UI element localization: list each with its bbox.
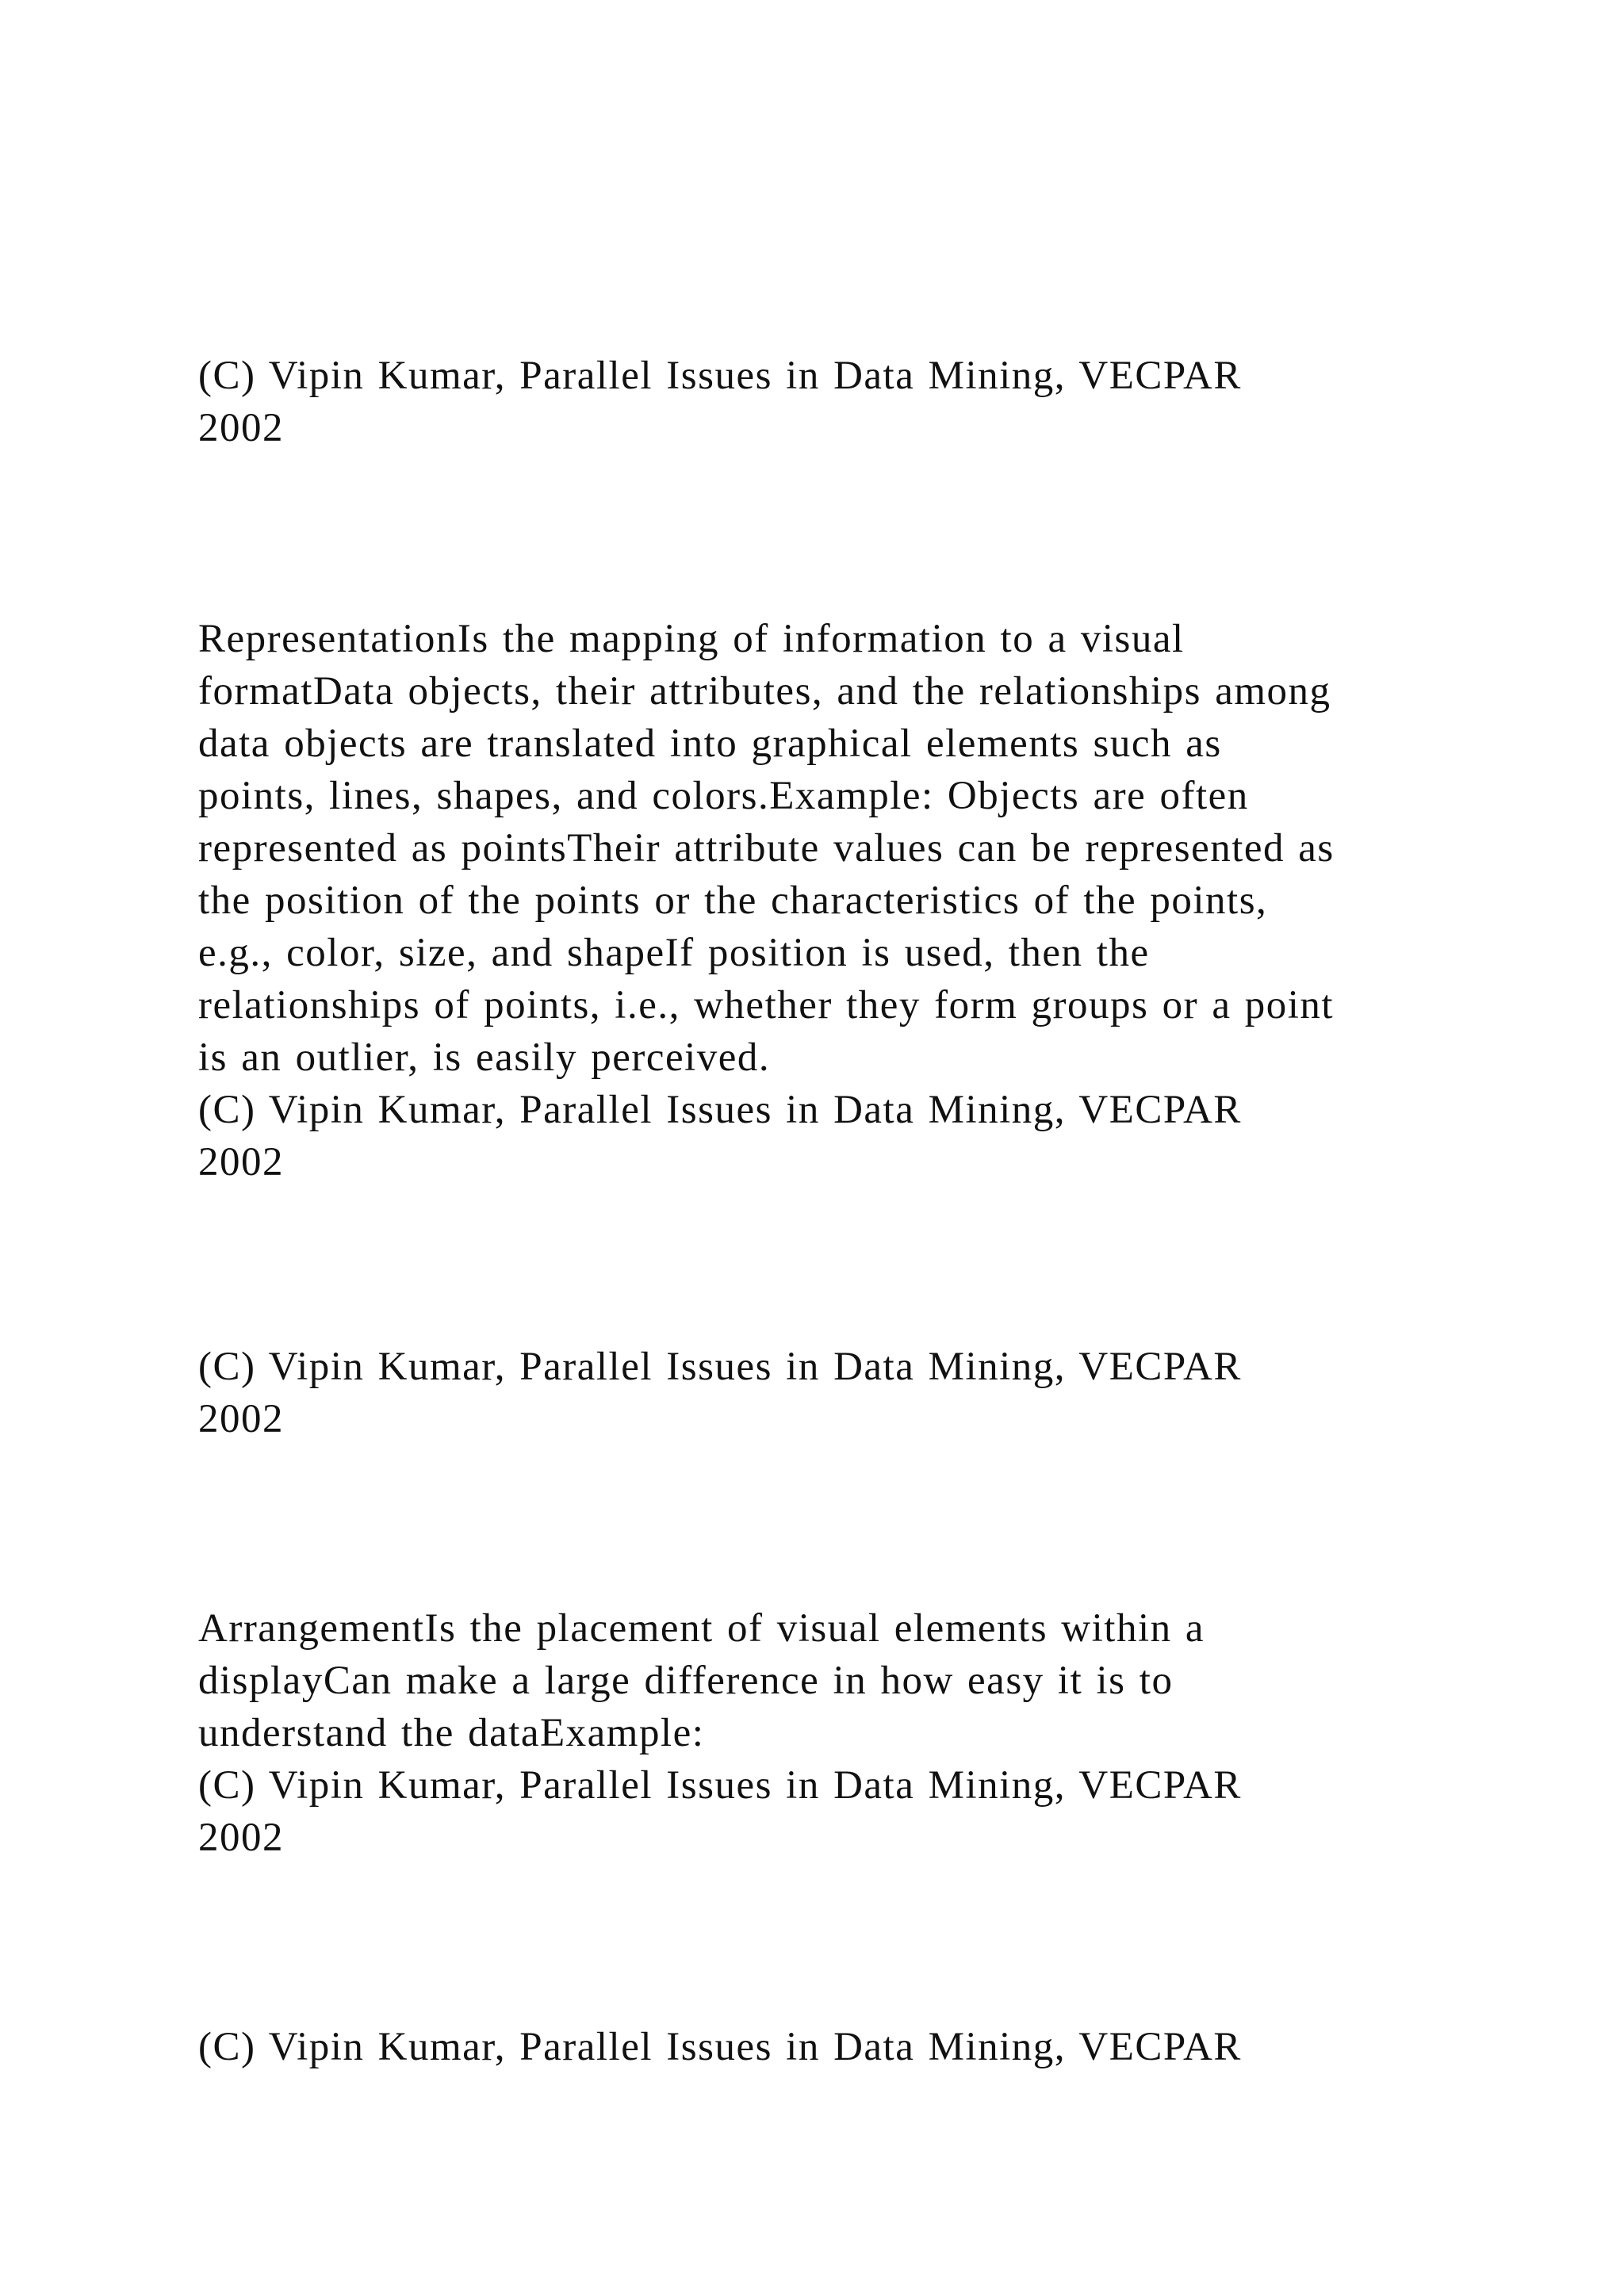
- representation-paragraph: [198, 613, 1467, 1188]
- paragraph-line: RepresentationIs the mapping of information to a visual: [198, 617, 1185, 661]
- citation-year: 2002: [198, 1397, 284, 1441]
- paragraph-line: represented as pointsTheir attribute values can be represented as: [198, 826, 1335, 871]
- paragraph-line: data objects are translated into graphical elements such as: [198, 721, 1222, 766]
- arrangement-paragraph: [198, 1602, 1467, 1864]
- citation-year: 2002: [198, 1816, 284, 1860]
- citation-block: [198, 350, 1467, 454]
- citation-line: (C) Vipin Kumar, Parallel Issues in Data Mining, VECPAR: [198, 354, 1242, 398]
- citation-line: (C) Vipin Kumar, Parallel Issues in Data Mining, VECPAR: [198, 1763, 1242, 1808]
- citation-line: (C) Vipin Kumar, Parallel Issues in Data Mining, VECPAR: [198, 2025, 1242, 2069]
- paragraph-line: understand the dataExample:: [198, 1711, 705, 1755]
- citation-block: [198, 2021, 1467, 2073]
- citation-block: [198, 1341, 1467, 1445]
- citation-year: 2002: [198, 1140, 284, 1184]
- citation-year: 2002: [198, 406, 284, 450]
- citation-line: (C) Vipin Kumar, Parallel Issues in Data Mining, VECPAR: [198, 1088, 1242, 1132]
- paragraph-line: relationships of points, i.e., whether they form groups or a point: [198, 983, 1335, 1027]
- citation-line: (C) Vipin Kumar, Parallel Issues in Data Mining, VECPAR: [198, 1345, 1242, 1389]
- paragraph-line: ArrangementIs the placement of visual elements within a: [198, 1606, 1205, 1651]
- paragraph-line: is an outlier, is easily perceived.: [198, 1035, 771, 1080]
- paragraph-line: formatData objects, their attributes, and the relationships among: [198, 669, 1331, 714]
- paragraph-line: the position of the points or the characteristics of the points,: [198, 878, 1268, 923]
- paragraph-line: displayCan make a large difference in how easy it is to: [198, 1659, 1174, 1703]
- paragraph-line: e.g., color, size, and shapeIf position is used, then the: [198, 931, 1150, 975]
- paragraph-line: points, lines, shapes, and colors.Example: Objects are often: [198, 774, 1249, 818]
